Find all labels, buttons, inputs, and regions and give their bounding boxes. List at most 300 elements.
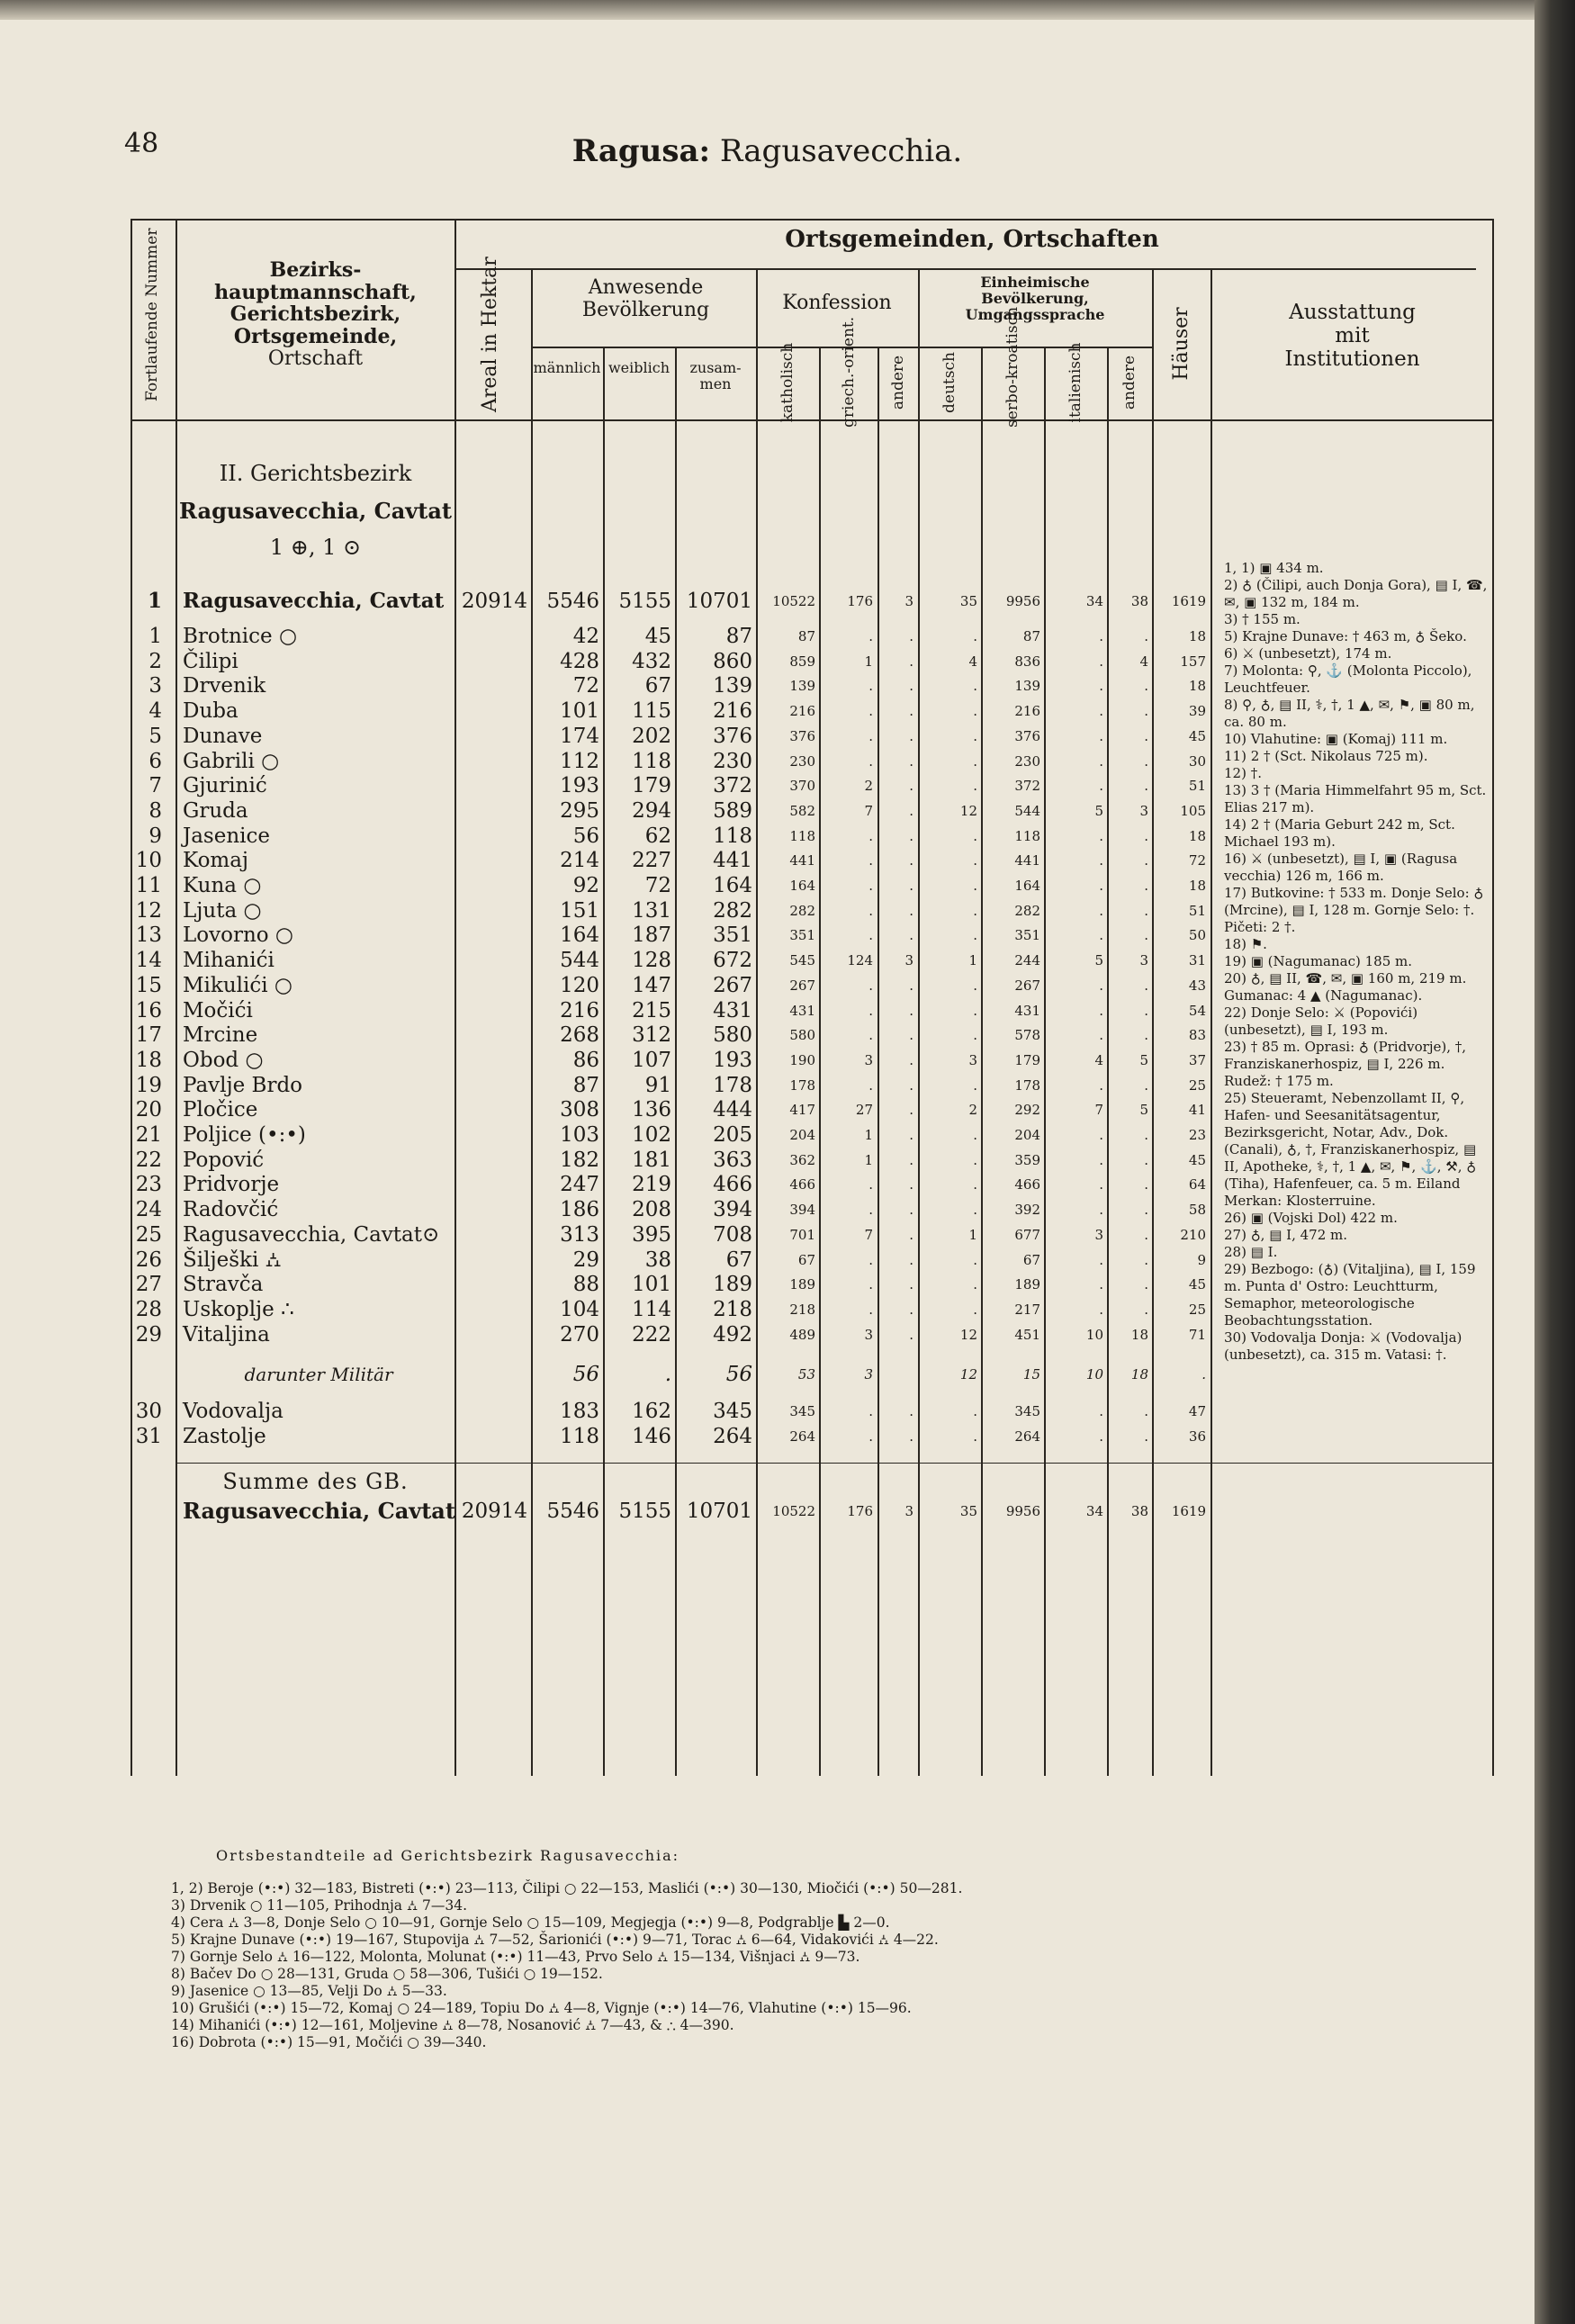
cell-andere-konfession: .: [909, 852, 914, 869]
cell-num: 1: [147, 589, 162, 613]
note-item: 19) ▣ (Nagumanac) 185 m.: [1224, 953, 1413, 969]
cell-andere-sprache: .: [1144, 778, 1148, 795]
cell-andere-sprache: .: [1144, 1251, 1148, 1268]
cell-serbo: 376: [1014, 727, 1040, 744]
header-ausstattung-line: Ausstattung: [1289, 301, 1416, 324]
cell-num: 1: [148, 625, 162, 648]
cell-haeuser: 54: [1188, 1002, 1206, 1019]
cell-deutsch: .: [973, 727, 977, 744]
cell-maennlich: 87: [572, 1073, 599, 1097]
cell-katholisch: 216: [789, 703, 815, 720]
cell-andere-konfession: .: [909, 977, 914, 994]
cell-name: Uskoplje ∴: [183, 1297, 294, 1321]
cell-andere-sprache: .: [1144, 1076, 1148, 1094]
cell-italienisch: 5: [1094, 802, 1103, 819]
cell-zusammen: 466: [713, 1173, 752, 1197]
footer-line: 14) Mihanići (•:•) 12—161, Moljevine ⛼ 8—78, Nosanović ⛼ 7—43, & ∴ 4—390.: [171, 2017, 734, 2033]
cell-maennlich: 164: [560, 923, 599, 948]
cell-griech: 7: [864, 802, 873, 819]
cell-maennlich: 29: [572, 1248, 599, 1272]
cell-deutsch: .: [973, 827, 977, 844]
cell-deutsch: .: [973, 1176, 977, 1194]
cell-andere-konfession: .: [909, 878, 914, 894]
cell-andere-konfession: .: [909, 827, 914, 844]
cell-andere-sprache: .: [1144, 1002, 1148, 1019]
cell-italienisch: .: [1099, 1251, 1103, 1268]
cell-andere-sprache: .: [1144, 878, 1148, 894]
cell-maennlich: 56: [572, 824, 599, 848]
cell-haeuser: 72: [1188, 852, 1206, 869]
cell-katholisch: 282: [789, 902, 815, 919]
cell-serbo: 466: [1014, 1176, 1040, 1194]
cell-name: Duba: [183, 699, 238, 724]
cell-weiblich: 208: [632, 1198, 671, 1222]
cell-maennlich: 183: [560, 1400, 599, 1423]
header-einheimische-line: Bevölkerung,: [981, 289, 1089, 307]
cell-katholisch: 489: [789, 1326, 815, 1343]
footer-line: 4) Cera ⛼ 3—8, Donje Selo ○ 10—91, Gornje Selo ○ 15—109, Megjegja (•:•) 9—8, Podgrablje ▙ 2—0.: [171, 1914, 890, 1931]
cell-griech: .: [868, 752, 873, 770]
cell-serbo: 179: [1014, 1051, 1040, 1068]
cell-griech: .: [868, 1027, 873, 1044]
footer-title: Ortsbestandteile ad Gerichtsbezirk Ragusavecchia:: [216, 1847, 680, 1864]
cell-zusammen: 444: [713, 1098, 752, 1122]
footer-line: 3) Drvenik ○ 11—105, Prihodnja ⛼ 7—34.: [171, 1897, 468, 1914]
summe-label-1: Summe des GB.: [222, 1469, 409, 1494]
cell-katholisch: 417: [789, 1102, 815, 1119]
cell-andere-sprache: 5: [1139, 1102, 1148, 1119]
cell-andere-sprache: .: [1144, 628, 1148, 644]
cell-deutsch: .: [973, 1076, 977, 1094]
cell-italienisch: .: [1099, 878, 1103, 894]
cell-num: 22: [135, 1148, 162, 1172]
cell-haeuser: 18: [1188, 827, 1206, 844]
header-bezirk-line: Bezirks-: [269, 258, 362, 282]
cell-weiblich: .: [664, 1363, 671, 1386]
cell-haeuser: 25: [1188, 1301, 1206, 1318]
cell-name: Komaj: [183, 849, 249, 873]
cell-italienisch: 3: [1094, 1226, 1103, 1243]
cell-andere-konfession: .: [909, 1428, 914, 1445]
cell-maennlich: 295: [560, 798, 599, 823]
cell-andere-konfession: .: [909, 902, 914, 919]
cell-serbo: 267: [1014, 977, 1040, 994]
cell-maennlich: 104: [560, 1297, 599, 1321]
cell-deutsch: .: [973, 1301, 977, 1318]
header-serbo: serbo-kroatisch: [1004, 306, 1022, 428]
cell-serbo: 230: [1014, 752, 1040, 770]
page-number: 48: [124, 128, 159, 159]
footer-line: 8) Bačev Do ○ 28—131, Gruda ○ 58—306, Tušići ○ 19—152.: [171, 1966, 603, 1982]
cell-katholisch: 441: [789, 852, 815, 869]
cell-weiblich: 38: [644, 1248, 671, 1272]
cell-zusammen: 67: [725, 1248, 752, 1272]
cell-serbo: 264: [1014, 1428, 1040, 1445]
cell-griech: .: [868, 852, 873, 869]
cell-serbo: 441: [1014, 852, 1040, 869]
cell-andere-konfession: .: [909, 1002, 914, 1019]
header-ortsgemeinden: Ortsgemeinden, Ortschaften: [785, 226, 1159, 253]
cell-maennlich: 56: [572, 1363, 599, 1386]
cell-andere-konfession: .: [909, 1276, 914, 1293]
cell-italienisch: .: [1099, 1276, 1103, 1293]
cell-griech: .: [868, 1251, 873, 1268]
cell-andere-sprache: 18: [1130, 1326, 1148, 1343]
section-heading-gerichtsbezirk: II. Gerichtsbezirk: [219, 461, 412, 486]
table-row: [0, 1423, 1534, 1450]
cell-katholisch: 545: [789, 952, 815, 969]
note-item: 29) Bezbogo: (♁) (Vitaljina), ▤ I, 159 m. Punta d' Ostro: Leuchtturm, Semaphor, meteorologische Beobachtungsstation.: [1224, 1261, 1480, 1329]
cell-italienisch: .: [1099, 927, 1103, 944]
cell-weiblich: 219: [632, 1173, 671, 1197]
cell-deutsch: 2: [968, 1102, 977, 1119]
cell-italienisch: .: [1099, 727, 1103, 744]
cell-katholisch: 190: [789, 1051, 815, 1068]
cell-serbo: 9956: [1005, 593, 1040, 609]
cell-serbo: 204: [1014, 1127, 1040, 1143]
cell-deutsch: 3: [968, 1051, 977, 1068]
note-item: 17) Butkovine: † 533 m. Donje Selo: ♁ (Mrcine), ▤ I, 128 m. Gornje Selo: †. Pičeti: 2 †.: [1224, 885, 1489, 935]
cell-num: 29: [135, 1322, 162, 1347]
cell-serbo: 451: [1014, 1326, 1040, 1343]
cell-haeuser: 9: [1197, 1251, 1206, 1268]
cell-andere-sprache: .: [1144, 1403, 1148, 1419]
cell-andere-konfession: .: [909, 1202, 914, 1219]
note-item: 7) Molonta: ⚲, ⚓ (Molonta Piccolo), Leuchtfeuer.: [1224, 662, 1477, 696]
cell-name: Gruda: [183, 798, 248, 823]
note-item: 13) 3 † (Maria Himmelfahrt 95 m, Sct. Elias 217 m).: [1224, 782, 1491, 815]
cell-italienisch: .: [1099, 1403, 1103, 1419]
cell-italienisch: .: [1099, 653, 1103, 670]
cell-name: Mrcine: [183, 1023, 258, 1048]
cell-zusammen: 10701: [686, 1500, 752, 1523]
cell-katholisch: 351: [789, 927, 815, 944]
cell-griech: 3: [864, 1051, 873, 1068]
cell-zusammen: 216: [713, 699, 752, 724]
cell-andere-sprache: .: [1144, 727, 1148, 744]
footer-line: 1, 2) Beroje (•:•) 32—183, Bistreti (•:•) 23—113, Čilipi ○ 22—153, Maslići (•:•) 30—130, Miočići (•:•) 50—281.: [171, 1880, 963, 1896]
cell-serbo: 345: [1014, 1403, 1040, 1419]
cell-name: Mikulići ○: [183, 973, 292, 997]
cell-maennlich: 151: [560, 898, 599, 923]
cell-areal: 20914: [461, 590, 527, 613]
note-item: 5) Krajne Dunave: † 463 m, ♁ Šeko.: [1224, 628, 1467, 644]
cell-serbo: 351: [1014, 927, 1040, 944]
table-row: [0, 1398, 1534, 1425]
cell-weiblich: 146: [632, 1424, 671, 1448]
header-bezirk: [178, 259, 453, 370]
cell-zusammen: 376: [713, 724, 752, 748]
cell-name: Lovorno ○: [183, 923, 293, 948]
cell-weiblich: 45: [644, 625, 671, 648]
cell-deutsch: .: [973, 852, 977, 869]
cell-griech: .: [868, 977, 873, 994]
cell-andere-konfession: .: [909, 703, 914, 720]
cell-maennlich: 5546: [546, 1500, 599, 1523]
ausstattung-notes: [1224, 560, 1494, 1364]
cell-name: Jasenice: [183, 824, 271, 848]
cell-andere-sprache: .: [1144, 1151, 1148, 1168]
cell-andere-sprache: 4: [1139, 653, 1148, 670]
cell-griech: 176: [847, 593, 873, 609]
cell-andere-konfession: .: [909, 1226, 914, 1243]
cell-griech: .: [868, 1276, 873, 1293]
cell-andere-konfession: .: [909, 752, 914, 770]
cell-griech: .: [868, 902, 873, 919]
cell-zusammen: 56: [725, 1363, 752, 1386]
cell-katholisch: 394: [789, 1202, 815, 1219]
cell-maennlich: 112: [560, 749, 599, 773]
header-bezirk-line: Ortschaft: [267, 347, 364, 370]
cell-maennlich: 118: [560, 1424, 599, 1448]
header-ausstattung-line: Institutionen: [1284, 347, 1420, 371]
cell-andere-konfession: .: [909, 727, 914, 744]
cell-katholisch: 267: [789, 977, 815, 994]
cell-deutsch: .: [973, 1002, 977, 1019]
header-katholisch: katholisch: [778, 342, 796, 423]
cell-andere-sprache: .: [1144, 752, 1148, 770]
cell-andere-konfession: .: [909, 1076, 914, 1094]
cell-num: 26: [135, 1248, 162, 1272]
cell-deutsch: .: [973, 927, 977, 944]
header-weiblich: weiblich: [608, 359, 670, 376]
cell-maennlich: 72: [572, 674, 599, 698]
cell-andere-sprache: 5: [1139, 1051, 1148, 1068]
cell-italienisch: .: [1099, 1151, 1103, 1168]
cell-italienisch: .: [1099, 977, 1103, 994]
cell-zusammen: 178: [713, 1073, 752, 1097]
cell-katholisch: 264: [789, 1428, 815, 1445]
cell-deutsch: 1: [968, 1226, 977, 1243]
cell-name: Zastolje: [183, 1424, 266, 1448]
footer-line: 5) Krajne Dunave (•:•) 19—167, Stupovija ⛼ 7—52, Šarionići (•:•) 9—71, Torac ⛼ 6—64, Vidakovići ⛼ 4—22.: [171, 1932, 939, 1948]
cell-name: Ljuta ○: [183, 898, 262, 923]
cell-italienisch: .: [1099, 852, 1103, 869]
cell-serbo: 836: [1014, 653, 1040, 670]
cell-weiblich: 136: [632, 1098, 671, 1122]
note-item: 20) ♁, ▤ II, ☎, ✉, ▣ 160 m, 219 m. Gumanac: 4 ▲ (Nagumanac).: [1224, 970, 1472, 1004]
header-bottom-rule: [130, 419, 1494, 421]
cell-haeuser: 45: [1188, 1151, 1206, 1168]
cell-weiblich: 432: [632, 649, 671, 673]
cell-weiblich: 115: [632, 699, 671, 724]
note-item: 12) †.: [1224, 765, 1262, 781]
note-item: 30) Vodovalja Donja: ⚔ (Vodovalja) (unbesetzt), ca. 315 m. Vatasi: †.: [1224, 1329, 1467, 1363]
cell-andere-sprache: 3: [1139, 952, 1148, 969]
cell-haeuser: 25: [1188, 1076, 1206, 1094]
cell-name: Ragusavecchia, Cavtat⊙: [183, 1222, 440, 1247]
cell-andere-konfession: .: [909, 927, 914, 944]
cell-griech: 2: [864, 778, 873, 795]
cell-zusammen: 441: [713, 849, 752, 873]
cell-weiblich: 395: [632, 1222, 671, 1247]
cell-num: 13: [135, 923, 162, 948]
section-heading-symbols: 1 ⊕, 1 ⊙: [269, 535, 362, 560]
note-item: 14) 2 † (Maria Geburt 242 m, Sct. Michael 193 m).: [1224, 816, 1460, 850]
cell-maennlich: 544: [560, 949, 599, 973]
cell-griech: 27: [855, 1102, 873, 1119]
cell-serbo: 359: [1014, 1151, 1040, 1168]
header-bezirk-line: Gerichtsbezirk,: [230, 302, 401, 327]
cell-griech: 124: [847, 952, 873, 969]
cell-deutsch: .: [973, 678, 977, 695]
cell-italienisch: .: [1099, 703, 1103, 720]
cell-name: Poljice (•:•): [183, 1123, 306, 1147]
cell-haeuser: 50: [1188, 927, 1206, 944]
cell-name: darunter Militär: [244, 1364, 393, 1385]
cell-serbo: 392: [1014, 1202, 1040, 1219]
cell-italienisch: .: [1099, 1127, 1103, 1143]
note-item: 3) † 155 m.: [1224, 611, 1300, 627]
cell-name: Popović: [183, 1148, 265, 1172]
cell-serbo: 15: [1022, 1366, 1040, 1383]
cell-andere-konfession: .: [909, 678, 914, 695]
cell-zusammen: 282: [713, 898, 752, 923]
cell-andere-sprache: .: [1144, 703, 1148, 720]
cell-italienisch: .: [1099, 1002, 1103, 1019]
cell-weiblich: 5155: [618, 590, 671, 613]
note-item: 10) Vlahutine: ▣ (Komaj) 111 m.: [1224, 731, 1448, 747]
cell-deutsch: 12: [959, 802, 977, 819]
cell-andere-sprache: .: [1144, 927, 1148, 944]
cell-katholisch: 189: [789, 1276, 815, 1293]
cell-num: 17: [135, 1023, 162, 1048]
cell-katholisch: 466: [789, 1176, 815, 1194]
note-item: 28) ▤ I.: [1224, 1244, 1278, 1260]
cell-name: Stravča: [183, 1273, 264, 1297]
cell-haeuser: 47: [1188, 1403, 1206, 1419]
cell-katholisch: 218: [789, 1301, 815, 1318]
cell-maennlich: 103: [560, 1123, 599, 1147]
cell-serbo: 139: [1014, 678, 1040, 695]
footer-ortsbestandteile: [171, 1847, 1476, 2051]
scan-right-edge: [1534, 0, 1575, 2324]
cell-katholisch: 376: [789, 727, 815, 744]
cell-katholisch: 10522: [772, 1503, 815, 1519]
cell-name: Vodovalja: [183, 1400, 284, 1423]
cell-andere-sprache: 38: [1130, 1503, 1148, 1519]
cell-maennlich: 268: [560, 1023, 599, 1048]
cell-zusammen: 351: [713, 923, 752, 948]
cell-haeuser: 1619: [1171, 1503, 1206, 1519]
cell-name: Ragusavecchia, Cavtat: [183, 589, 445, 613]
cell-weiblich: 215: [632, 998, 671, 1022]
cell-katholisch: 230: [789, 752, 815, 770]
cell-italienisch: .: [1099, 827, 1103, 844]
cell-andere-konfession: .: [909, 1301, 914, 1318]
note-item: 27) ♁, ▤ I, 472 m.: [1224, 1227, 1347, 1243]
cell-maennlich: 214: [560, 849, 599, 873]
note-item: 11) 2 † (Sct. Nikolaus 725 m).: [1224, 748, 1428, 764]
cell-zusammen: 580: [713, 1023, 752, 1048]
cell-zusammen: 193: [713, 1048, 752, 1072]
cell-deutsch: .: [973, 703, 977, 720]
cell-deutsch: .: [973, 778, 977, 795]
cell-andere-sprache: .: [1144, 678, 1148, 695]
cell-griech: .: [868, 1403, 873, 1419]
cell-serbo: 87: [1022, 628, 1040, 644]
cell-zusammen: 589: [713, 798, 752, 823]
cell-num: 23: [135, 1173, 162, 1197]
cell-num: 10: [135, 849, 162, 873]
cell-num: 25: [135, 1222, 162, 1247]
cell-haeuser: 39: [1188, 703, 1206, 720]
cell-italienisch: 4: [1094, 1051, 1103, 1068]
cell-deutsch: .: [973, 1202, 977, 1219]
cell-italienisch: 5: [1094, 952, 1103, 969]
cell-katholisch: 345: [789, 1403, 815, 1419]
footer-line: 10) Grušići (•:•) 15—72, Komaj ○ 24—189, Topiu Do ⛼ 4—8, Vignje (•:•) 14—76, Vlahutine (•:•) 15—96.: [171, 2000, 912, 2016]
cell-deutsch: .: [973, 1151, 977, 1168]
cell-griech: 1: [864, 1127, 873, 1143]
cell-haeuser: 105: [1180, 802, 1206, 819]
header-zusammen: zusammen: [689, 359, 742, 392]
cell-zusammen: 492: [713, 1322, 752, 1347]
page-title-rest: Ragusavecchia.: [710, 133, 963, 169]
footer-line: 9) Jasenice ○ 13—85, Velji Do ⛼ 5—33.: [171, 1983, 447, 1999]
cell-num: 6: [148, 749, 162, 773]
cell-zusammen: 372: [713, 774, 752, 798]
cell-zusammen: 218: [713, 1297, 752, 1321]
note-item: 6) ⚔ (unbesetzt), 174 m.: [1224, 645, 1392, 662]
cell-name: Dunave: [183, 724, 263, 748]
cell-italienisch: 7: [1094, 1102, 1103, 1119]
cell-haeuser: 18: [1188, 628, 1206, 644]
cell-maennlich: 313: [560, 1222, 599, 1247]
cell-deutsch: 35: [959, 593, 977, 609]
header-mid-rule: [454, 268, 1476, 270]
note-item: 25) Steueramt, Nebenzollamt II, ⚲, Hafen- und Seesanitätsagentur, Bezirksgericht, Notar, Adv., Dok. (Canali), ♁, †, Franziskanerhospiz, ▤ II, Apotheke, ⚕, †, 1 ▲, ✉, ⚑, ⚓, ⚒, ♁ (Tiha), Hafenfeuer, ca. 5 m. Eiland Merkan: Klosterruine.: [1224, 1090, 1481, 1209]
footer-line: 7) Gornje Selo ⛼ 16—122, Molonta, Molunat (•:•) 11—43, Prvo Selo ⛼ 15—134, Višnjaci ⛼ 9—73.: [171, 1949, 860, 1965]
cell-deutsch: .: [973, 977, 977, 994]
cell-weiblich: 128: [632, 949, 671, 973]
cell-griech: .: [868, 703, 873, 720]
cell-weiblich: 91: [644, 1073, 671, 1097]
cell-katholisch: 10522: [772, 593, 815, 609]
cell-num: 14: [135, 949, 162, 973]
cell-serbo: 244: [1014, 952, 1040, 969]
cell-haeuser: 1619: [1171, 593, 1206, 609]
cell-name: Šilješki ⛼: [183, 1248, 282, 1272]
cell-katholisch: 139: [789, 678, 815, 695]
cell-katholisch: 859: [789, 653, 815, 670]
cell-weiblich: 179: [632, 774, 671, 798]
cell-weiblich: 147: [632, 973, 671, 997]
note-item: 2) ♁ (Čilipi, auch Donja Gora), ▤ I, ☎, ✉, ▣ 132 m, 184 m.: [1224, 577, 1492, 610]
cell-griech: 7: [864, 1226, 873, 1243]
cell-andere-sprache: .: [1144, 1428, 1148, 1445]
scan-top-edge: [0, 0, 1534, 20]
cell-griech: .: [868, 1202, 873, 1219]
cell-haeuser: 18: [1188, 878, 1206, 894]
cell-num: 5: [148, 724, 162, 748]
header-bezirk-line: hauptmannschaft,: [214, 280, 417, 304]
cell-name: Močići: [183, 998, 253, 1022]
note-item: 1, 1) ▣ 434 m.: [1224, 560, 1324, 576]
cell-zusammen: 708: [713, 1222, 752, 1247]
cell-name: Ragusavecchia, Cavtat: [183, 1498, 455, 1524]
cell-andere-konfession: .: [909, 1176, 914, 1194]
cell-deutsch: .: [973, 878, 977, 894]
cell-num: 16: [135, 998, 162, 1022]
summe-rule: [176, 1463, 1492, 1464]
cell-serbo: 67: [1022, 1251, 1040, 1268]
cell-serbo: 164: [1014, 878, 1040, 894]
cell-zusammen: 431: [713, 998, 752, 1022]
cell-andere-sprache: .: [1144, 1226, 1148, 1243]
cell-andere-sprache: .: [1144, 977, 1148, 994]
note-item: 23) † 85 m. Oprasi: ♁ (Pridvorje), †, Franziskanerhospiz, ▤ I, 226 m. Rudež: † 175 m.: [1224, 1039, 1471, 1089]
